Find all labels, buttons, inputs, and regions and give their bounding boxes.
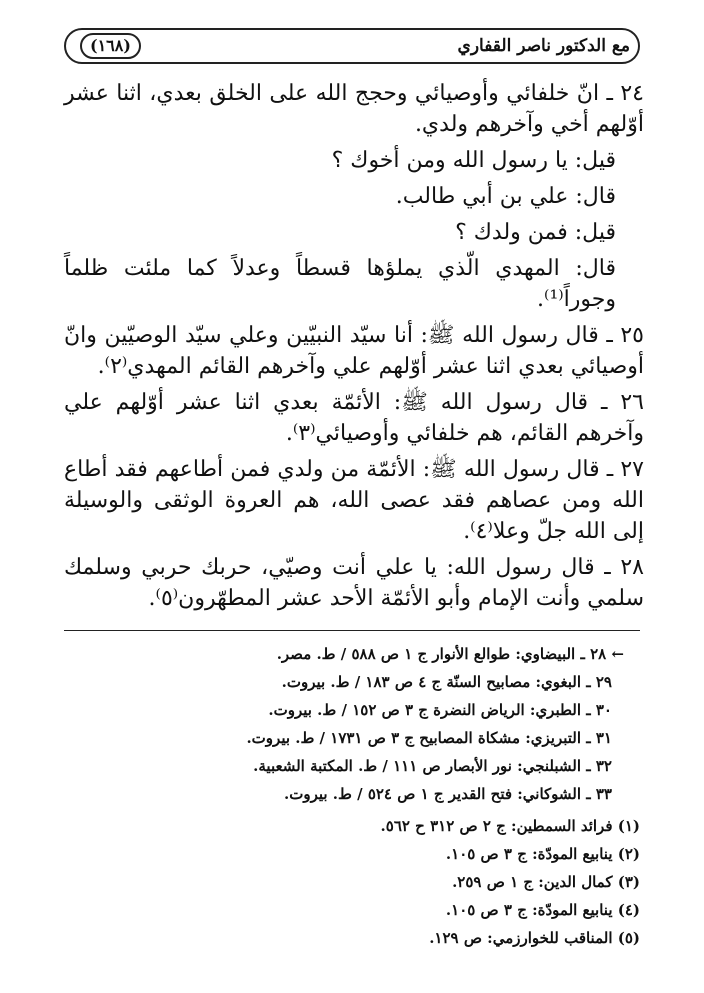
reference-line: ٢٩ ـ البغوي: مصابيح السنّة ج ٤ ص ١٨٣ / ط. بيروت.	[281, 673, 612, 691]
reference-line: ٣٠ ـ الطبري: الرياض النضرة ج ٣ ص ١٥٢ / ط. بيروت.	[268, 701, 612, 719]
footnote-2: (٢) ينابيع المودّة: ج ٣ ص ١٠٥.	[445, 845, 640, 863]
footnote-1: (١) فرائد السمطين: ج ٢ ص ٣١٢ ح ٥٦٢.	[380, 817, 640, 835]
paragraph-28: ٢٨ ـ قال رسول الله: يا علي أنت وصيّي، حربك حربي وسلمك سلمي وأنت الإمام وأبو الأئمّة الأحد عشر المطهّرون⁽٥⁾.	[64, 555, 644, 611]
paragraph-answer-1: قال: علي بن أبي طالب.	[395, 184, 616, 209]
paragraph-27: ٢٧ ـ قال رسول الله ﷺ: الأئمّة من ولدي فمن أطاعهم فقد أطاع الله ومن عصاهم فقد عصى الله، هم العروة الوثقى والوسيلة إلى الله جلّ وعلا⁽٤⁾.	[64, 457, 644, 544]
paragraph-answer-2: قال: المهدي الّذي يملؤها قسطاً وعدلاً كما ملئت ظلماً وجوراً⁽¹⁾.	[64, 256, 616, 312]
page-number: (١٦٨)	[80, 33, 141, 59]
footnote-3: (٣) كمال الدين: ج ١ ص ٢٥٩.	[452, 873, 640, 891]
paragraph-question-2: قيل: فمن ولدك ؟	[455, 220, 616, 245]
reference-line: ← ٢٨ ـ البيضاوي: طوالع الأنوار ج ١ ص ٥٨٨ / ط. مصر.	[276, 645, 624, 663]
paragraph-25: ٢٥ ـ قال رسول الله ﷺ: أنا سيّد النبيّين وعلي سيّد الوصيّين وانّ أوصيائي بعدي اثنا عشر أوّلهم علي وآخرهم القائم المهدي⁽٢⁾.	[64, 323, 644, 379]
running-header	[64, 28, 640, 64]
footnote-5: (٥) المناقب للخوارزمي: ص ١٢٩.	[429, 929, 640, 947]
paragraph-24: ٢٤ ـ انّ خلفائي وأوصيائي وحجج الله على الخلق بعدي، اثنا عشر أوّلهم أخي وآخرهم ولدي.	[64, 81, 644, 137]
header-title: مع الدكتور ناصر القفاري	[457, 36, 630, 56]
paragraph-26: ٢٦ ـ قال رسول الله ﷺ: الأئمّة بعدي اثنا عشر أوّلهم علي وآخرهم القائم، هم خلفائي وأوصيائي⁽٣⁾.	[64, 390, 644, 446]
reference-line: ٣١ ـ التبريزي: مشكاة المصابيح ج ٣ ص ١٧٣١ / ط. بيروت.	[246, 729, 612, 747]
main-text	[64, 78, 644, 614]
footnote-4: (٤) ينابيع المودّة: ج ٣ ص ١٠٥.	[445, 901, 640, 919]
reference-line: ٣٣ ـ الشوكاني: فتح القدير ج ١ ص ٥٢٤ / ط. بيروت.	[284, 785, 612, 803]
footnote-separator	[64, 630, 640, 631]
reference-line: ٣٢ ـ الشبلنجي: نور الأبصار ص ١١١ / ط. المكتبة الشعبية.	[253, 757, 612, 775]
paragraph-question-1: قيل: يا رسول الله ومن أخوك ؟	[331, 148, 616, 173]
